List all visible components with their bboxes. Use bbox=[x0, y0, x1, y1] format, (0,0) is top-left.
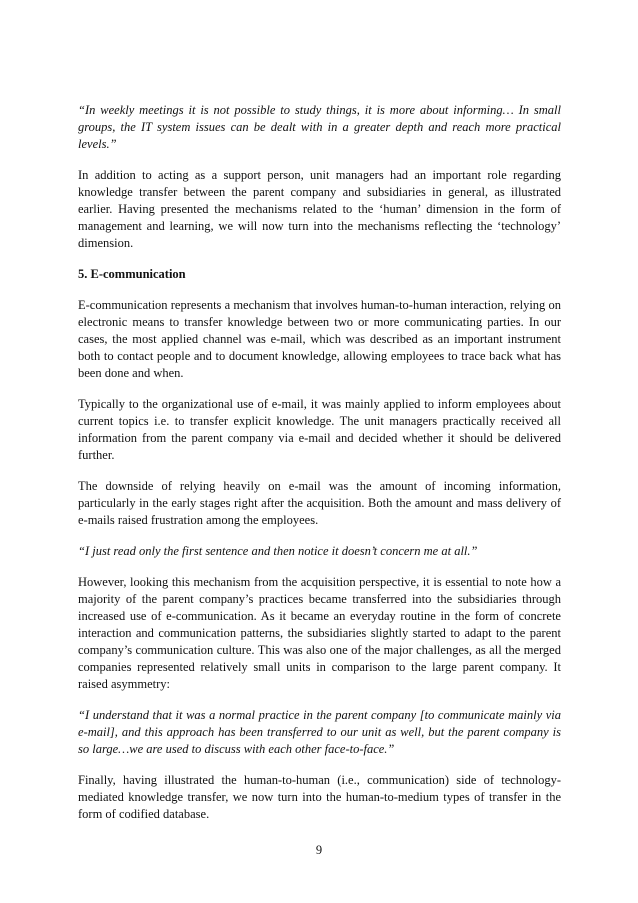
paragraph-finally: Finally, having illustrated the human-to-human (i.e., communication) side of technology-mediated knowledge transfer, we now turn into the human-to-medium types of transfer in the form of codified database. bbox=[78, 773, 561, 821]
quote-weekly-meetings: “In weekly meetings it is not possible to study things, it is more about informing… In small groups, the IT system issues can be dealt with in a greater depth and reach more practical levels.” bbox=[78, 103, 561, 151]
page-number: 9 bbox=[315, 843, 323, 857]
paragraph-email-use: Typically to the organizational use of e-mail, it was mainly applied to inform employees about current topics i.e. to transfer explicit knowledge. The unit managers practically received all information from the parent company via e-mail and decided whether it should be delivered further. bbox=[78, 397, 561, 462]
section-heading: 5. E-communication bbox=[78, 267, 186, 281]
paragraph-unit-managers: In addition to acting as a support person, unit managers had an important role regarding knowledge transfer between the parent company and subsidiaries in general, as illustrated earlier. Having presented the mechanisms related to the ‘human’ dimension in the form of management and learning, we will now turn into the mechanisms reflecting the ‘technology’ dimension. bbox=[78, 168, 561, 250]
quote-normal-practice: “I understand that it was a normal practice in the parent company [to communicate mainly via e-mail], and this approach has been transferred to our unit as well, but the parent company is so large…we are used to discuss with each other face-to-face.” bbox=[78, 708, 561, 756]
paragraph-e-communication: E-communication represents a mechanism that involves human-to-human interaction, relying on electronic means to transfer knowledge between two or more communicating parties. In our cases, the most applied channel was e-mail, which was described as an important instrument both to contact people and to document knowledge, allowing employees to trace back what has been done and when. bbox=[78, 298, 561, 380]
quote-first-sentence: “I just read only the first sentence and then notice it doesn’t concern me at all.” bbox=[78, 544, 478, 558]
paragraph-downside: The downside of relying heavily on e-mail was the amount of incoming information, particularly in the early stages right after the acquisition. Both the amount and mass delivery of e-mails raised frustration among the employees. bbox=[78, 479, 561, 527]
paragraph-acquisition-perspective: However, looking this mechanism from the acquisition perspective, it is essential to note how a majority of the parent company’s practices became transferred into the subsidiaries through increased use of e-communication. As it became an everyday routine in the form of concrete interaction and communication patterns, the subsidiaries slightly started to adapt to the parent company’s communication culture. This was also one of the major challenges, as all the merged companies represented relatively small units in comparison to the large parent company. It raised asymmetry: bbox=[78, 575, 561, 691]
page-body bbox=[78, 102, 561, 837]
